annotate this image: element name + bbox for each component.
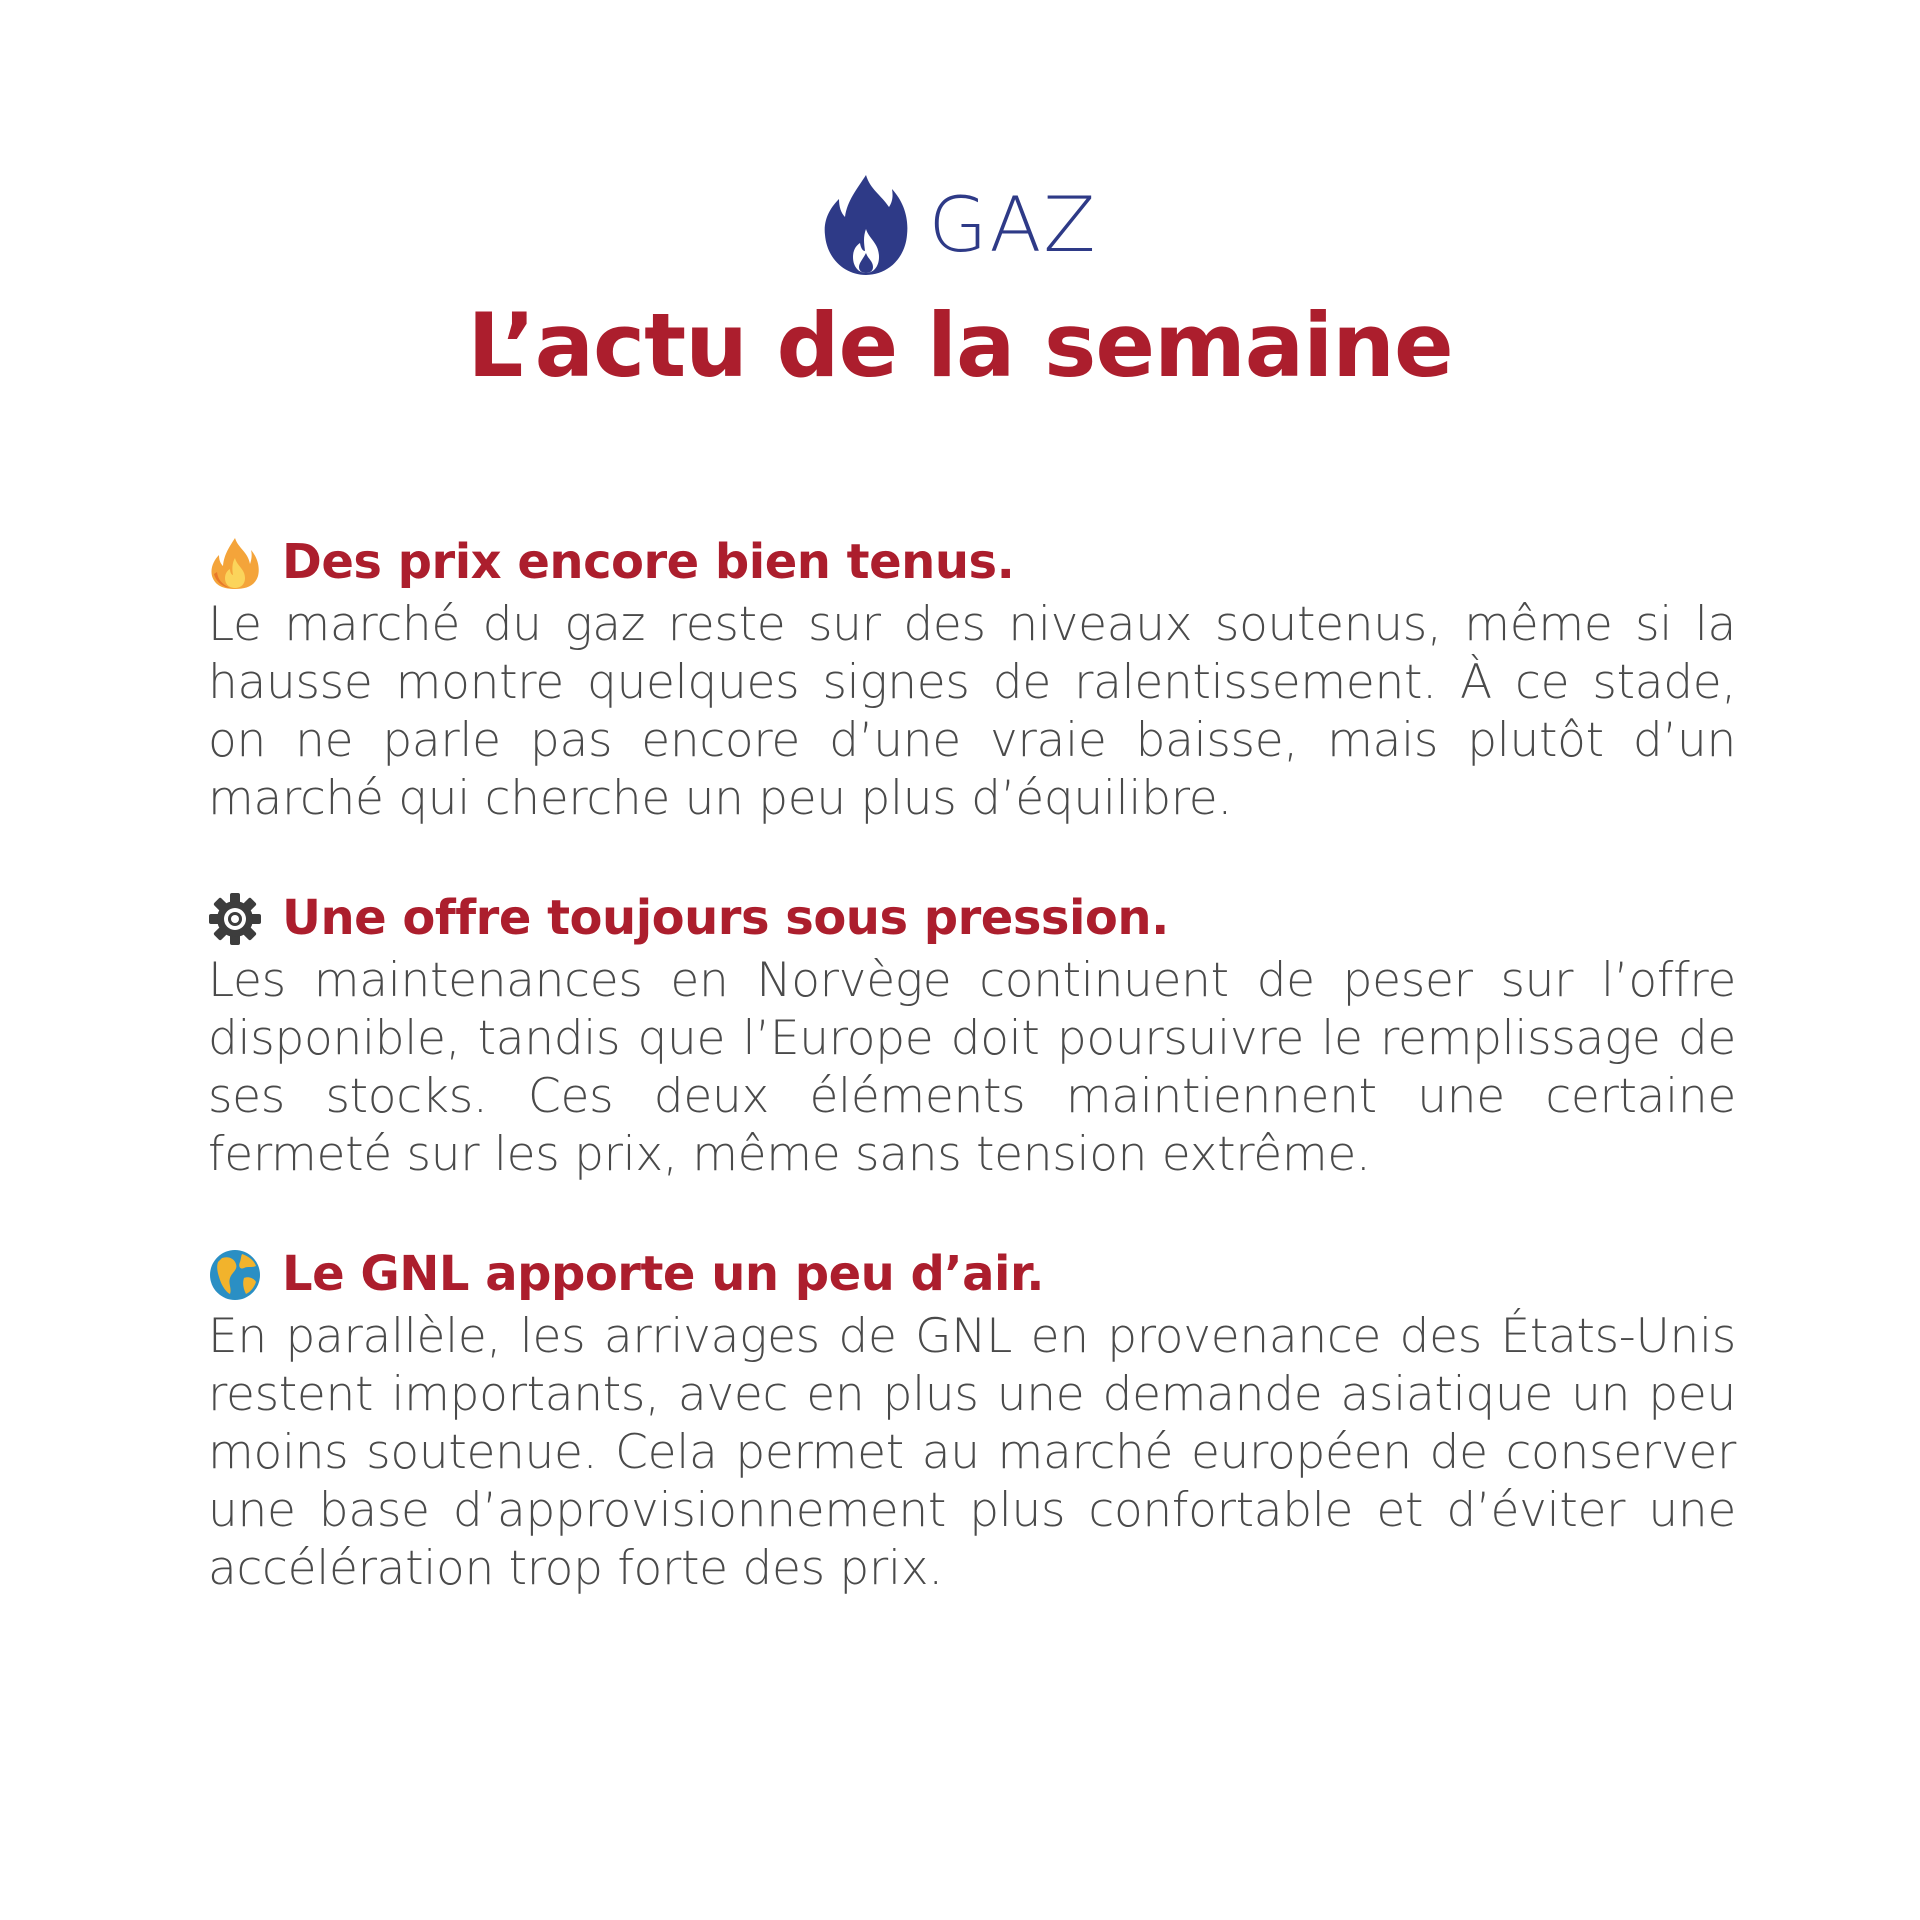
news-section-supply bbox=[208, 886, 1736, 1184]
section-heading bbox=[208, 886, 1736, 952]
news-content bbox=[208, 530, 1736, 1656]
section-body: En parallèle, les arrivages de GNL en provenance des États-Unis restent importants, avec en plus une demande asiatique un peu moins soutenue. Cela permet au marché européen de conserver une base d’approvisionnement plus confortable et d’éviter une accélération trop forte des prix. bbox=[208, 1309, 1736, 1596]
fire-emoji-icon bbox=[208, 536, 262, 590]
section-title: Le GNL apporte un peu d’air. bbox=[282, 1246, 1045, 1303]
section-heading bbox=[208, 530, 1736, 596]
header bbox=[0, 170, 1920, 395]
gear-icon bbox=[208, 892, 262, 946]
news-section-lng bbox=[208, 1242, 1736, 1598]
globe-icon bbox=[208, 1248, 262, 1302]
brand-label: GAZ bbox=[928, 180, 1098, 269]
page-title: L’actu de la semaine bbox=[467, 294, 1453, 397]
brand bbox=[0, 170, 1920, 280]
section-title: Une offre toujours sous pression. bbox=[282, 890, 1169, 947]
section-heading bbox=[208, 1242, 1736, 1308]
section-title: Des prix encore bien tenus. bbox=[282, 534, 1015, 591]
news-section-prices bbox=[208, 530, 1736, 828]
section-body: Le marché du gaz reste sur des niveaux soutenus, même si la hausse montre quelques signes de ralentissement. À ce stade, on ne parle pas encore d’une vraie baisse, mais plutôt d’un marché qui cherche un peu plus d’équilibre. bbox=[208, 597, 1736, 826]
section-body: Les maintenances en Norvège continuent de peser sur l’offre disponible, tandis que l’Europe doit poursuivre le remplissage de ses stocks. Ces deux éléments maintiennent une certaine fermeté sur les prix, même sans tension extrême. bbox=[208, 953, 1736, 1182]
flame-icon bbox=[823, 173, 909, 277]
